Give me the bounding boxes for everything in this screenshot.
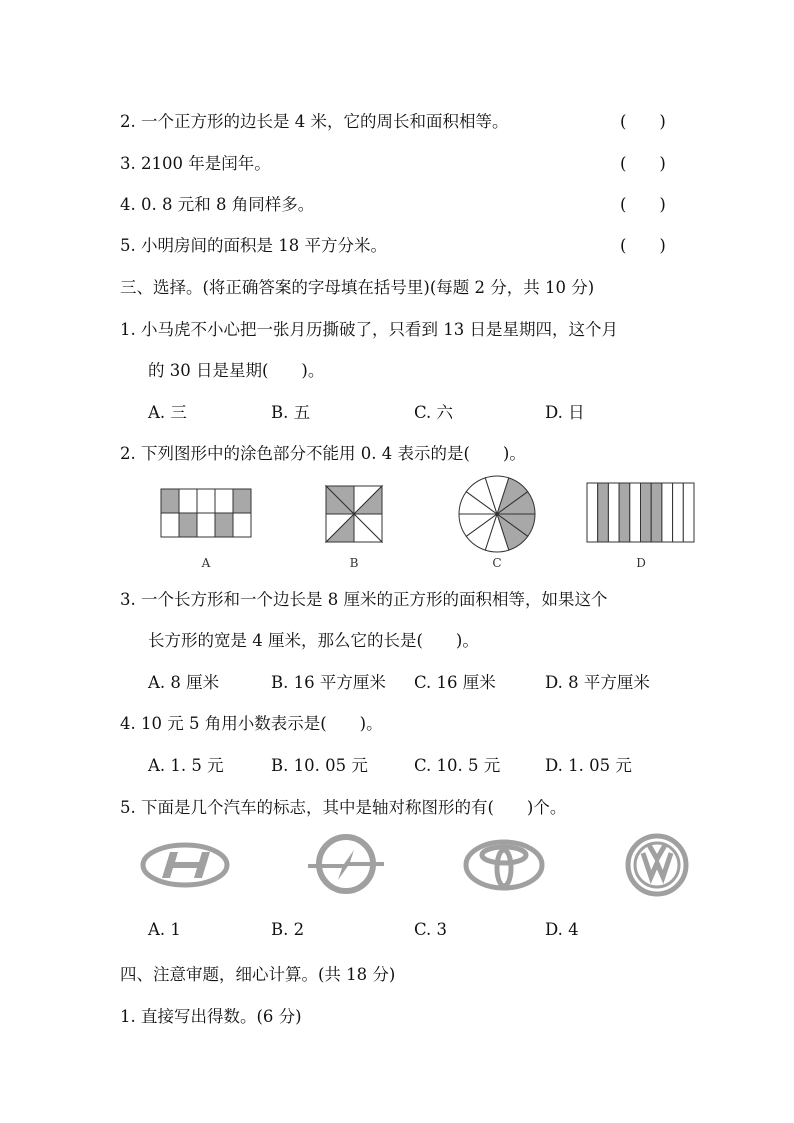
toyota-logo-icon — [462, 838, 546, 892]
q4-option-d[interactable]: D. 1. 05 元 — [545, 756, 632, 775]
q5-text: 5. 下面是几个汽车的标志，其中是轴对称图形的有( )个。 — [120, 798, 567, 817]
volkswagen-logo-icon — [625, 833, 689, 897]
figure-a-grid — [161, 489, 251, 537]
q4-text: 4. 10 元 5 角用小数表示是( )。 — [120, 714, 383, 733]
q3-line2: 长方形的宽是 4 厘米，那么它的长是( )。 — [148, 631, 479, 650]
judge-item-5: 5. 小明房间的面积是 18 平方分米。 — [120, 236, 387, 255]
judge-item-2: 2. 一个正方形的边长是 4 米，它的周长和面积相等。 — [120, 112, 509, 131]
section-4-q1: 1. 直接写出得数。(6 分) — [120, 1007, 302, 1026]
q5-option-d[interactable]: D. 4 — [545, 920, 579, 939]
q4-option-a[interactable]: A. 1. 5 元 — [148, 756, 224, 775]
q5-option-b[interactable]: B. 2 — [271, 920, 305, 939]
q5-option-c[interactable]: C. 3 — [414, 920, 448, 939]
answer-paren-3[interactable]: ( ) — [620, 154, 666, 173]
figure-d-stripes — [587, 483, 694, 542]
q3-option-c[interactable]: C. 16 厘米 — [414, 673, 496, 692]
hyundai-logo-icon — [140, 841, 230, 889]
q1-line1: 1. 小马虎不小心把一张月历撕破了，只看到 13 日是星期四，这个月 — [120, 320, 618, 339]
q4-option-c[interactable]: C. 10. 5 元 — [414, 756, 501, 775]
q1-option-a[interactable]: A. 三 — [148, 403, 187, 422]
figure-c-label: C — [492, 556, 502, 570]
figure-a-label: A — [201, 556, 211, 570]
q3-line1: 3. 一个长方形和一个边长是 8 厘米的正方形的面积相等，如果这个 — [120, 590, 608, 609]
q3-option-d[interactable]: D. 8 平方厘米 — [545, 673, 650, 692]
figure-d-label: D — [636, 556, 646, 570]
q5-option-a[interactable]: A. 1 — [148, 920, 181, 939]
q1-option-d[interactable]: D. 日 — [545, 403, 585, 422]
figure-b-label: B — [349, 556, 359, 570]
q1-line2: 的 30 日是星期( )。 — [148, 361, 325, 380]
figure-c-circle — [457, 474, 537, 554]
q2-text: 2. 下列图形中的涂色部分不能用 0. 4 表示的是( )。 — [120, 444, 526, 463]
section-3-title: 三、选择。(将正确答案的字母填在括号里)(每题 2 分，共 10 分) — [120, 278, 595, 297]
judge-item-3: 3. 2100 年是闰年。 — [120, 154, 271, 173]
answer-paren-2[interactable]: ( ) — [620, 112, 666, 131]
section-4-title: 四、注意审题，细心计算。(共 18 分) — [120, 965, 396, 984]
q4-option-b[interactable]: B. 10. 05 元 — [271, 756, 368, 775]
answer-paren-5[interactable]: ( ) — [620, 236, 666, 255]
q3-option-a[interactable]: A. 8 厘米 — [148, 673, 220, 692]
answer-paren-4[interactable]: ( ) — [620, 195, 666, 214]
opel-logo-icon — [306, 826, 386, 896]
judge-item-4: 4. 0. 8 元和 8 角同样多。 — [120, 195, 315, 214]
q1-option-b[interactable]: B. 五 — [271, 403, 311, 422]
q1-option-c[interactable]: C. 六 — [414, 403, 454, 422]
q3-option-b[interactable]: B. 16 平方厘米 — [271, 673, 386, 692]
figure-b-square — [326, 486, 382, 542]
